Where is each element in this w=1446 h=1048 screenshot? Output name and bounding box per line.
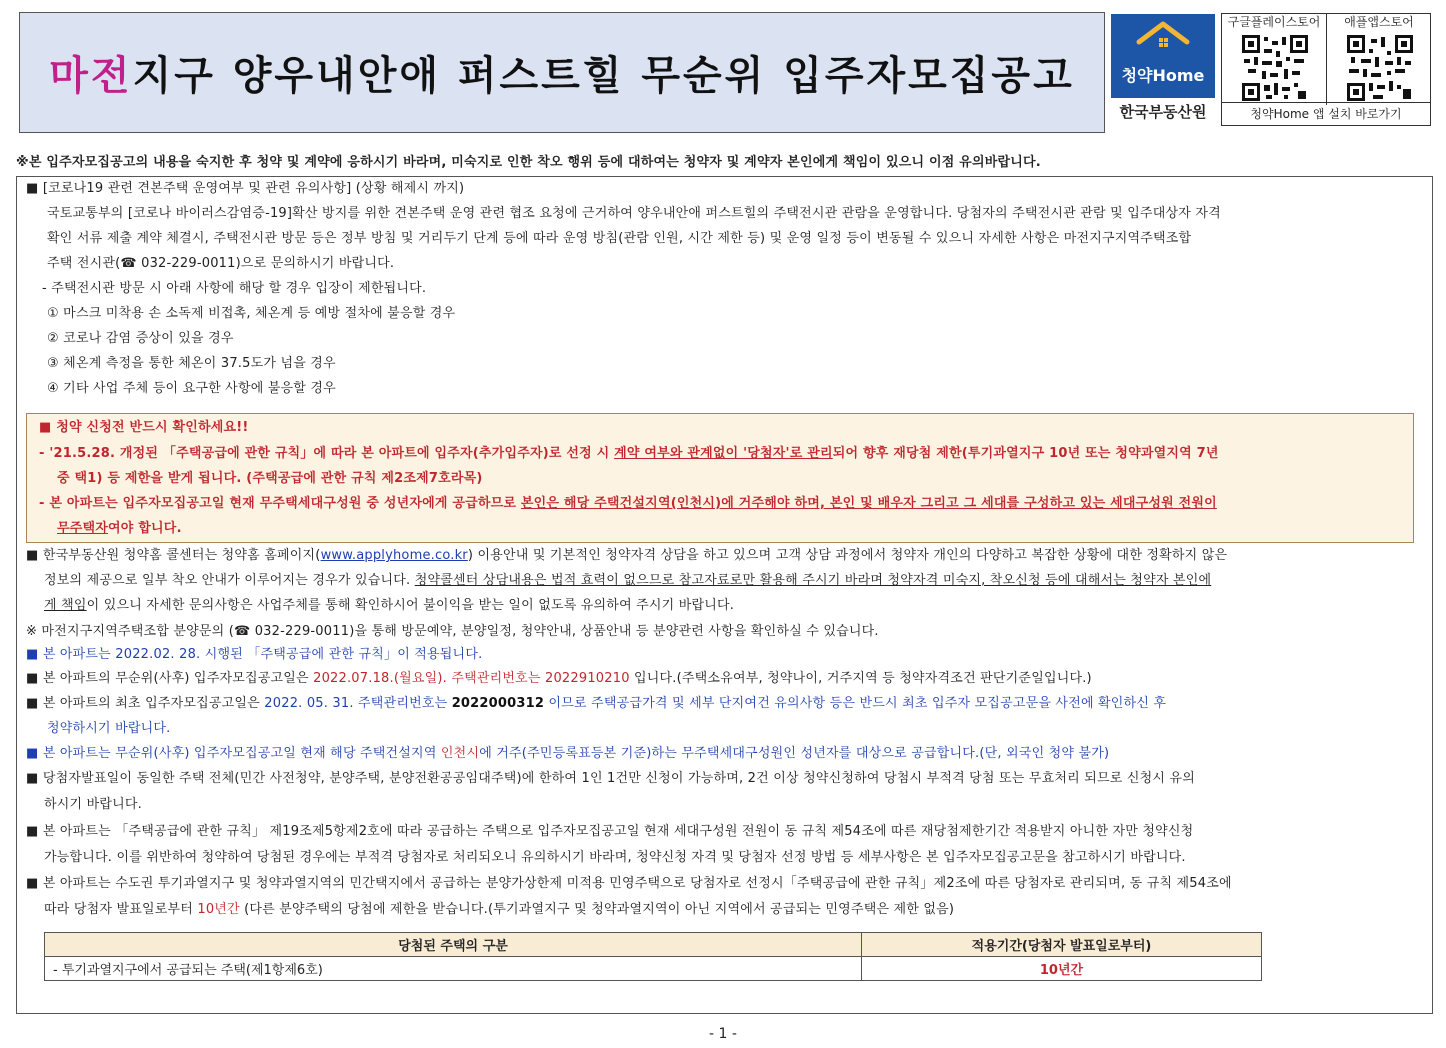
page-number: - 1 -	[709, 1026, 737, 1042]
notice-line-4: 무주택자여야 합니다.	[57, 521, 182, 536]
table-cell: - 투기과열지구에서 공급되는 주택(제1항제6호)	[45, 957, 862, 981]
callcenter-line-1: ■ 한국부동산원 청약홈 콜센터는 청약홈 홈페이지(www.applyhome.co.kr) 이용안내 및 기본적인 청약자격 상담을 하고 있으며 고객 상담 과정에서 청약자 개인의 다양하고 복잡한 상황에 대한 정확하지 않은	[26, 548, 1228, 563]
table-header: 적용기간(당첨자 발표일로부터)	[862, 933, 1262, 957]
sales-inquiry: ※ 마전지구지역주택조합 분양문의 (☎ 032-229-0011)을 통해 방문예약, 분양일정, 청약안내, 상품안내 등 분양관련 사항을 확인하실 수 있습니다.	[26, 624, 879, 639]
house-icon	[1133, 20, 1193, 60]
covid-heading: ■ [코로나19 관련 견본주택 운영여부 및 관련 유의사항] (상황 해제시 까지)	[26, 181, 465, 196]
notice-heading: ■ 청약 신청전 반드시 확인하세요!!	[39, 420, 249, 435]
callcenter-line-3: 게 책임이 있으니 자세한 문의사항은 사업주체를 통해 확인하시어 불이익을 받는 일이 없도록 유의하여 주시기 바랍니다.	[44, 598, 735, 613]
qr-apple-label: 애플앱스토어	[1344, 15, 1414, 29]
applyhome-link[interactable]: www.applyhome.co.kr	[320, 548, 468, 563]
rule-applied: ■ 본 아파트는 2022.02. 28. 시행된 「주택공급에 관한 규칙」이 적용됩니다.	[26, 647, 483, 662]
table-header: 당첨된 주택의 구분	[45, 933, 862, 957]
applyhome-logo[interactable]	[1111, 14, 1215, 126]
covid-paragraph-3: 주택 전시관(☎ 032-229-0011)으로 문의하시기 바랍니다.	[47, 256, 395, 271]
table-cell: 10년간	[862, 957, 1262, 981]
covid-paragraph-2: 확인 서류 제출 계약 체결시, 주택전시관 방문 등은 정부 방침 및 거리두기 단계 등에 따라 운영 방침(관람 인원, 시간 제한 등) 및 운영 일정 등이 변동될 수 있으니 자세한 사항은 마전지구지역주택조합	[47, 231, 1192, 246]
important-notice-box	[26, 413, 1414, 543]
notice-line-3: - 본 아파트는 입주자모집공고일 현재 무주택세대구성원 중 성년자에게 공급하므로 본인은 해당 주택건설지역(인천시)에 거주해야 하며, 본인 및 배우자 그리고 그 세대를 구성하고 있는 세대구성원 전원이	[39, 496, 1217, 511]
qr-footer: 청약Home 앱 설치 바로가기	[1222, 102, 1430, 125]
warning-notice: ※본 입주자모집공고의 내용을 숙지한 후 청약 및 계약에 응하시기 바라며, 미숙지로 인한 착오 행위 등에 대하여는 청약자 및 계약자 본인에게 책임이 있으니 이점 유의바랍니다.	[16, 155, 1041, 170]
qr-code-icon	[1347, 35, 1413, 101]
overheated-district-line-2: 따라 당첨자 발표일로부터 10년간 (다른 분양주택의 당첨에 제한을 받습니다.(투기과열지구 및 청약과열지역이 아닌 지역에서 공급되는 민영주택은 제한 없음)	[44, 902, 955, 917]
covid-item: ④ 기타 사업 주체 등이 요구한 사항에 불응할 경우	[47, 381, 336, 396]
covid-restriction: - 주택전시관 방문 시 아래 사항에 해당 할 경우 입장이 제한됩니다.	[42, 281, 427, 296]
covid-item: ③ 체온계 측정을 통한 체온이 37.5도가 넘을 경우	[47, 356, 336, 371]
overheated-district-line-1: ■ 본 아파트는 수도권 투기과열지구 및 청약과열지역의 민간택지에서 공급하는 분양가상한제 미적용 민영주택으로 당첨자로 선정시「주택공급에 관한 규칙」제2조에 따른 당첨자로 관리되며, 동 규칙 제54조에	[26, 876, 1232, 891]
page-title: 마전지구 양우내안애 퍼스트힐 무순위 입주자모집공고	[49, 53, 1075, 99]
eligibility-line: ■ 본 아파트는 무순위(사후) 입주자모집공고일 현재 해당 주택건설지역 인천시에 거주(주민등록표등본 기준)하는 무주택세대구성원인 성년자를 대상으로 공급합니다.(단, 외국인 청약 불가)	[26, 746, 1110, 761]
covid-item: ② 코로나 감염 증상이 있을 경우	[47, 331, 234, 346]
announcement-date: ■ 본 아파트의 무순위(사후) 입주자모집공고일은 2022.07.18.(월요일). 주택관리번호는 2022910210 입니다.(주택소유여부, 청약나이, 거주지역 등 청약자격조건 판단기준일입니다.)	[26, 671, 1092, 686]
logo-org: 한국부동산원	[1119, 103, 1207, 121]
callcenter-line-2: 정보의 제공으로 일부 착오 안내가 이루어지는 경우가 있습니다. 청약콜센터 상담내용은 법적 효력이 없으므로 참고자료로만 활용해 주시기 바라며 청약자격 미숙지, 착오신청 등에 대해서는 청약자 본인에	[44, 573, 1212, 588]
qr-google-label: 구글플레이스토어	[1227, 15, 1321, 29]
notice-line-1: - '21.5.28. 개정된 「주택공급에 관한 규칙」에 따라 본 아파트에 입주자(추가입주자)로 선정 시 계약 여부와 관계없이 '당첨자'로 관리되어 향후 재당첨 제한(투기과열지구 10년 또는 청약과열지역 7년	[39, 446, 1219, 461]
rewin-restriction-line-1: ■ 본 아파트는 「주택공급에 관한 규칙」 제19조제5항제2호에 따라 공급하는 주택으로 입주자모집공고일 현재 세대구성원 전원이 동 규칙 제54조에 따른 재당첨제한기간 적용받지 아니한 자만 청약신청	[26, 824, 1194, 839]
qr-box	[1221, 13, 1431, 126]
restriction-table	[44, 932, 1262, 981]
qr-google[interactable]	[1222, 14, 1326, 105]
notice-line-2: 중 택1) 등 제한을 받게 됩니다. (주택공급에 관한 규칙 제2조제7호라목)	[57, 471, 483, 486]
initial-announcement-cont: 청약하시기 바랍니다.	[47, 721, 171, 736]
title-banner	[19, 12, 1105, 133]
one-application-line-1: ■ 당첨자발표일이 동일한 주택 전체(민간 사전청약, 분양주택, 분양전환공공임대주택)에 한하여 1인 1건만 신청이 가능하며, 2건 이상 청약신청하여 당첨시 부적격 당첨 또는 무효처리 되므로 신청시 유의	[26, 771, 1195, 786]
qr-code-icon	[1242, 35, 1308, 101]
covid-item: ① 마스크 미착용 손 소독제 비접촉, 체온계 등 예방 절차에 불응할 경우	[47, 306, 456, 321]
qr-apple[interactable]	[1327, 14, 1431, 105]
logo-name: 청약Home	[1121, 66, 1205, 85]
one-application-line-2: 하시기 바랍니다.	[44, 797, 142, 812]
table-row	[45, 957, 1262, 981]
table-header-row	[45, 933, 1262, 957]
rewin-restriction-line-2: 가능합니다. 이를 위반하여 청약하여 당첨된 경우에는 부적격 당첨자로 처리되오니 유의하시기 바라며, 청약신청 자격 및 당첨자 선정 방법 등 세부사항은 본 입주자모집공고문을 참고하시기 바랍니다.	[44, 850, 1186, 865]
covid-paragraph-1: 국토교통부의 [코로나 바이러스감염증-19]확산 방지를 위한 견본주택 운영 관련 협조 요청에 근거하여 양우내안애 퍼스트힐의 주택전시관 관람을 운영합니다. 당첨자의 주택전시관 관람 및 입주대상자 자격	[47, 206, 1221, 221]
initial-announcement: ■ 본 아파트의 최초 입주자모집공고일은 2022. 05. 31. 주택관리번호는 2022000312 이므로 주택공급가격 및 세부 단지여건 유의사항 등은 반드시 최초 입주자 모집공고문을 사전에 확인하신 후	[26, 696, 1167, 711]
